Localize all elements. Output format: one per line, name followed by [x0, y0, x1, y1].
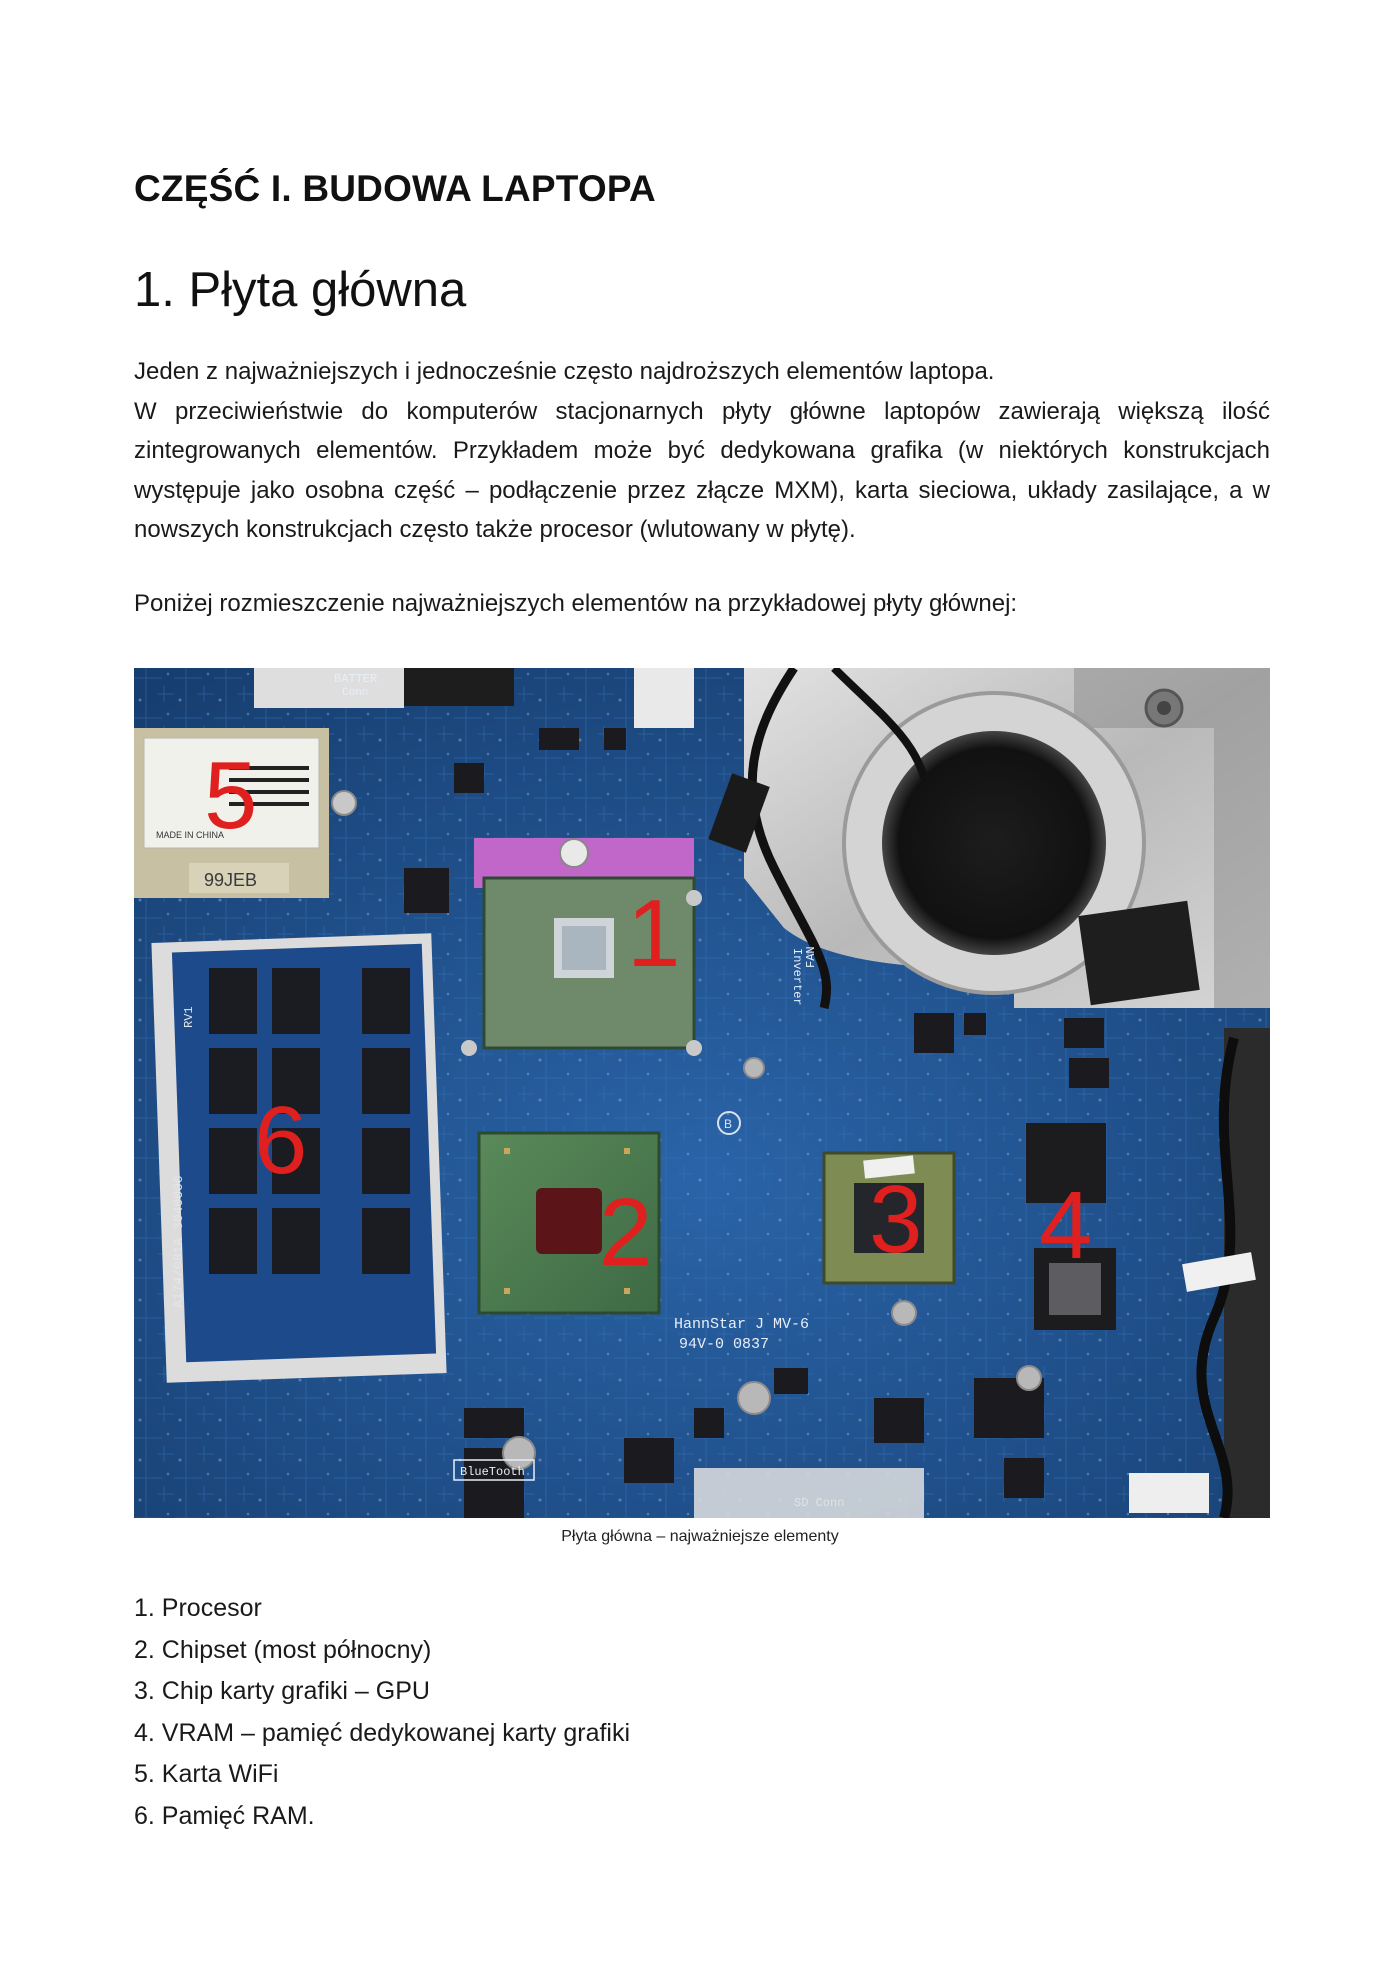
silkscreen-hannstar: HannStar J MV-6: [674, 1316, 810, 1333]
marker-2: 2: [599, 1179, 653, 1286]
silkscreen-board-code: 94V-0 0837: [679, 1336, 770, 1353]
silkscreen-inverter: Inverter: [790, 948, 804, 1006]
silkscreen-bluetooth: BlueTooth: [460, 1465, 525, 1479]
lead-sentence: Poniżej rozmieszczenie najważniejszych elementów na przykładowej płyty głównej:: [134, 590, 1018, 617]
intro-text: [134, 352, 1270, 550]
list-item: 4. VRAM – pamięć dedykowanej karty grafiki: [134, 1718, 631, 1747]
silkscreen-battery-conn: Conn: [342, 687, 369, 699]
parts-list: [134, 1588, 630, 1837]
intro-line: Jeden z najważniejszych i jednocześnie często najdroższych elementów laptopa.: [134, 358, 995, 385]
silkscreen-batter: BATTER: [334, 672, 378, 686]
marker-4: 4: [1039, 1172, 1093, 1279]
marker-3: 3: [869, 1166, 923, 1273]
list-item: 5. Karta WiFi: [134, 1760, 279, 1788]
intro-paragraph: W przeciwieństwie do komputerów stacjonarnych płyty główne laptopów zawierają większą ilość zintegrowanych elementów. Przykładem może być dedykowana grafika (w niektórych konstrukcjach występuje jako osobna część – podłączenie przez złącze MXM), karta sieciowa, układy zasilające, a w nowszych konstrukcjach często także procesor (wlutowany w płytę).: [134, 397, 1270, 543]
list-item: 1. Procesor: [134, 1594, 262, 1622]
marker-1: 1: [627, 880, 681, 987]
list-item: 2. Chipset (most północny): [134, 1635, 432, 1664]
marker-5: 5: [204, 742, 258, 849]
section-title: 1. Płyta główna: [134, 263, 467, 317]
ram-revision: RV1: [182, 1006, 196, 1028]
wifi-made-in: MADE IN CHINA: [156, 830, 225, 840]
wifi-label: 99JEB: [204, 870, 258, 890]
marker-6: 6: [254, 1087, 308, 1194]
silkscreen-fan: FAN: [804, 946, 818, 968]
list-item: 6. Pamięć RAM.: [134, 1801, 315, 1830]
ram-code: A174/081A 3040000: [171, 1175, 186, 1308]
part-title: CZĘŚĆ I. BUDOWA LAPTOPA: [134, 168, 656, 209]
figure-caption: Płyta główna – najważniejsze elementy: [561, 1528, 839, 1545]
silkscreen-b: B: [724, 1117, 733, 1131]
list-item: 3. Chip karty grafiki – GPU: [134, 1677, 430, 1705]
motherboard-photo: [134, 668, 1270, 1518]
